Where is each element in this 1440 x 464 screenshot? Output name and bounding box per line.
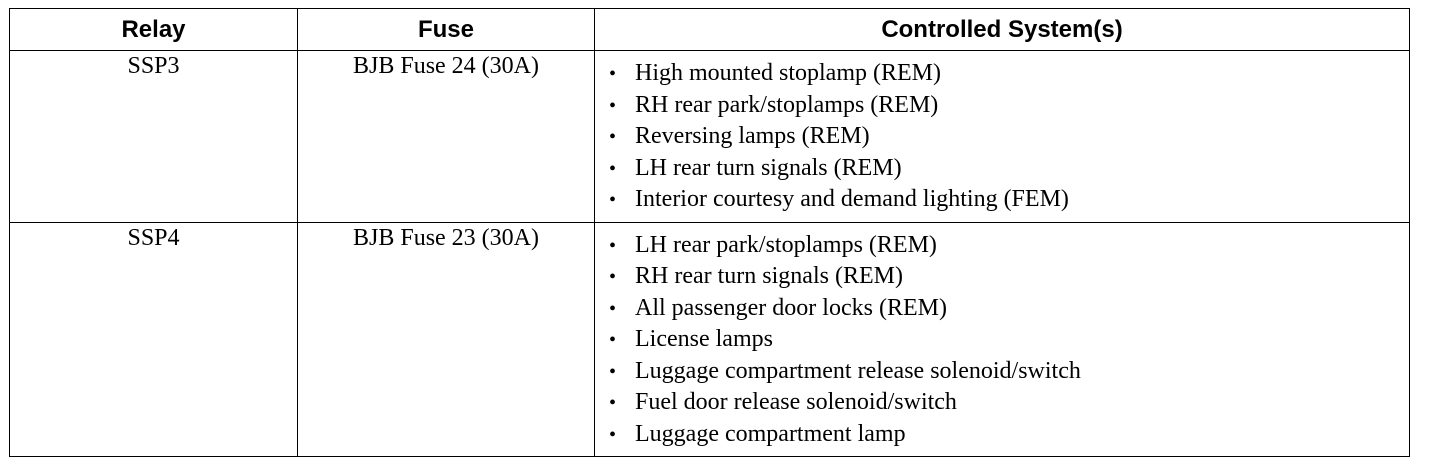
list-item: [609, 58, 1409, 90]
system-label: Luggage compartment lamp: [635, 420, 906, 447]
header-row: [10, 9, 1410, 51]
bullet-icon: •: [609, 189, 617, 211]
system-label: All passenger door locks (REM): [635, 294, 947, 321]
system-label: Reversing lamps (REM): [635, 123, 870, 149]
bullet-icon: •: [609, 94, 617, 117]
bullet-icon: •: [609, 360, 617, 383]
relay-cell: SSP3: [10, 51, 298, 223]
systems-list: [595, 51, 1409, 222]
list-item: [609, 387, 1409, 419]
list-item: [609, 153, 1409, 185]
table-row: [10, 222, 1410, 457]
relay-fuse-table: [9, 8, 1410, 457]
fuse-cell: BJB Fuse 24 (30A): [298, 51, 595, 223]
list-item: [609, 356, 1409, 388]
system-label: Interior courtesy and demand lighting (FEM): [635, 186, 1069, 212]
bullet-icon: •: [609, 266, 617, 288]
table-row: [10, 51, 1410, 223]
list-item: [609, 419, 1409, 451]
bullet-icon: •: [609, 63, 617, 85]
relay-cell: SSP4: [10, 222, 298, 457]
bullet-icon: •: [609, 234, 617, 257]
fuse-cell: BJB Fuse 23 (30A): [298, 222, 595, 457]
system-label: License lamps: [635, 326, 773, 352]
list-item: [609, 230, 1409, 262]
system-label: RH rear park/stoplamps (REM): [635, 91, 939, 118]
system-label: High mounted stoplamp (REM): [635, 60, 941, 86]
system-label: RH rear turn signals (REM): [635, 263, 903, 289]
list-item: [609, 121, 1409, 153]
list-item: [609, 293, 1409, 325]
header-controlled-systems: Controlled System(s): [595, 9, 1410, 51]
bullet-icon: •: [609, 423, 617, 446]
systems-list: [595, 223, 1409, 457]
list-item: [609, 261, 1409, 293]
system-label: LH rear park/stoplamps (REM): [635, 231, 937, 258]
bullet-icon: •: [609, 157, 617, 180]
systems-cell: [595, 51, 1410, 223]
systems-cell: [595, 222, 1410, 457]
header-fuse: Fuse: [298, 9, 595, 51]
bullet-icon: •: [609, 392, 617, 414]
system-label: Fuel door release solenoid/switch: [635, 389, 957, 415]
list-item: [609, 324, 1409, 356]
system-label: Luggage compartment release solenoid/switch: [635, 357, 1081, 384]
system-label: LH rear turn signals (REM): [635, 154, 902, 181]
list-item: [609, 184, 1409, 216]
list-item: [609, 90, 1409, 122]
bullet-icon: •: [609, 297, 617, 320]
bullet-icon: •: [609, 329, 617, 351]
header-relay: Relay: [10, 9, 298, 51]
bullet-icon: •: [609, 126, 617, 148]
